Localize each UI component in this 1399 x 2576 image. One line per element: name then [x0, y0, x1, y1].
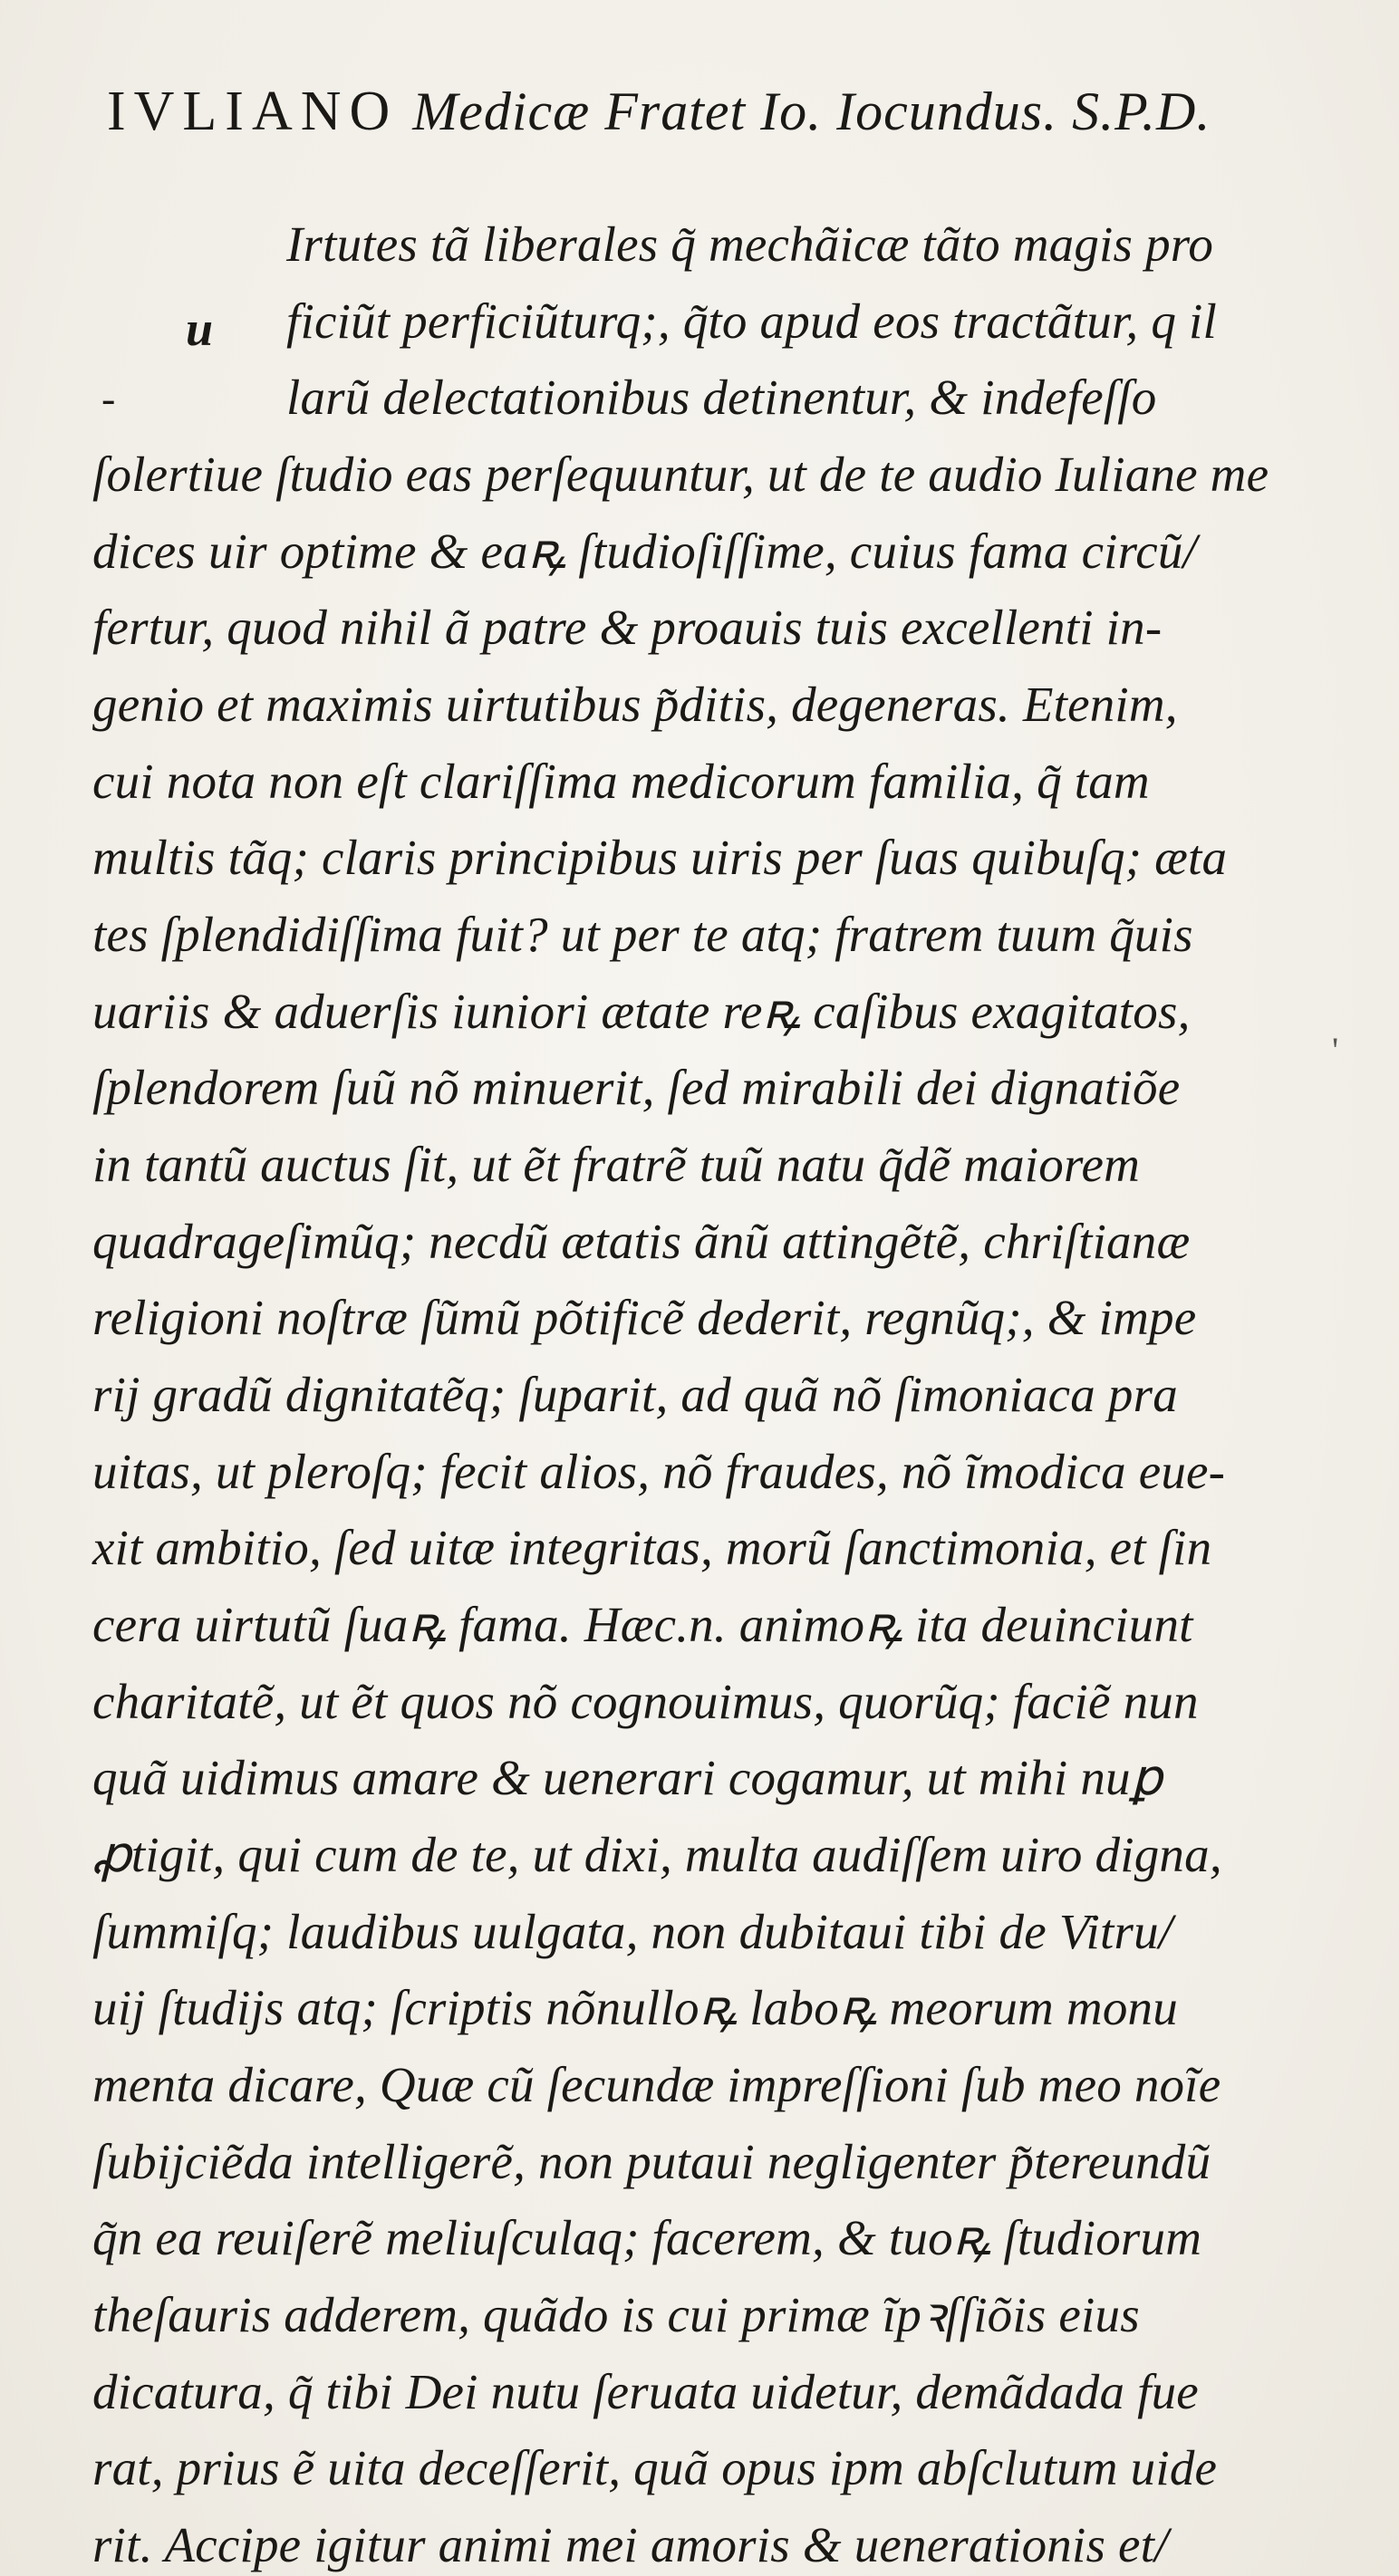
text-line: multis tãq; claris principibus uiris per ſuas quibuſq; æta: [92, 830, 1228, 886]
text-line: rit. Accipe igitur animi mei amoris & uenerationis et/: [92, 2517, 1169, 2572]
text-line: uariis & aduerſis iuniori ætate reꝶ caſibus exagitatos,: [92, 983, 1191, 1039]
text-line: theſauris adderem, quãdo is cui primæ ĩpꝛſſiõis eius: [92, 2287, 1140, 2342]
text-line: charitatẽ, ut ẽt quos nõ cognouimus, quorũq; faciẽ nun: [92, 1673, 1199, 1729]
marginal-mark: ': [1332, 1030, 1339, 1071]
text-line: ſplendorem ſuũ nõ minuerit, ſed mirabili dei dignatiõe: [92, 1060, 1181, 1116]
marginal-initial: u: [186, 302, 214, 356]
text-line: dicatura, q̃ tibi Dei nutu ſeruata uidetur, demãdada fue: [92, 2363, 1199, 2419]
text-line: uij ſtudijs atq; ſcriptis nõnulloꝶ laboꝶ meorum monu: [92, 1980, 1178, 2036]
text-line: ficiũt perficiũturq;, q̃to apud eos tractãtur, q il: [286, 293, 1217, 349]
text-line: q̃n ea reuiſerẽ meliuſculaq; facerem, & tuoꝶ ſtudiorum: [92, 2210, 1202, 2266]
text-line: ſummiſq; laudibus uulgata, non dubitaui tibi de Vitru/: [92, 1903, 1173, 1959]
text-line: genio et maximis uirtutibus p̃ditis, degeneras. Etenim,: [92, 677, 1178, 732]
text-line: Irtutes tã liberales q̃ mechãicæ tãto magis pro: [286, 216, 1214, 272]
text-line: religioni noſtræ ſũmũ põtificẽ dederit, regnũq;, & impe: [92, 1290, 1197, 1346]
text-line: quã uidimus amare & uenerari cogamur, ut mihi nuꝑ: [92, 1750, 1163, 1806]
text-line: cera uirtutũ ſuaꝶ fama. Hæc.n. animoꝶ ita deuinciunt: [92, 1597, 1193, 1652]
text-line: larũ delectationibus detinentur, & indefeſſo: [286, 370, 1157, 426]
heading-salutation: Medicæ Fratet Io. Iocundus. S.P.D.: [412, 82, 1211, 141]
text-line: ꝓtigit, qui cum de te, ut dixi, multa audiſſem uiro digna,: [92, 1827, 1222, 1882]
dedication-heading: [107, 71, 1303, 152]
marginal-dash: -: [101, 375, 116, 421]
text-line: quadrageſimũq; necdũ ætatis ãnũ attingẽtẽ, chriſtianæ: [92, 1213, 1191, 1269]
text-line: uitas, ut pleroſq; fecit alios, nõ fraudes, nõ ĩmodica eue-: [92, 1443, 1226, 1499]
text-line: rat, prius ẽ uita deceſſerit, quã opus ipm abſclutum uide: [92, 2440, 1218, 2496]
text-line: xit ambitio, ſed uitæ integritas, morũ ſanctimonia, et ſin: [92, 1520, 1212, 1576]
text-line: dices uir optime & eaꝶ ſtudioſiſſime, cuius fama circũ/: [92, 523, 1198, 579]
text-line: fertur, quod nihil ã patre & proauis tuis excellenti in-: [92, 600, 1163, 656]
text-line: ſubijciẽda intelligerẽ, non putaui negligenter p̃tereundũ: [92, 2133, 1211, 2189]
text-line: menta dicare, Quæ cũ ſecundæ impreſſioni ſub meo noĩe: [92, 2057, 1221, 2112]
text-line: rij gradũ dignitatẽq; ſuparit, ad quã nõ ſimoniaca pra: [92, 1367, 1178, 1422]
heading-recipient: IVLIANO: [107, 81, 399, 142]
text-line: cui nota non eſt clariſſima medicorum familia, q̃ tam: [92, 753, 1150, 809]
text-line: ſolertiue ſtudio eas perſequuntur, ut de te audio Iuliane me: [92, 447, 1269, 502]
text-line: tes ſplendidiſſima fuit? ut per te atq; fratrem tuum q̃uis: [92, 907, 1193, 962]
text-line: in tantũ auctus ſit, ut ẽt fratrẽ tuũ natu q̃dẽ maiorem: [92, 1137, 1141, 1192]
